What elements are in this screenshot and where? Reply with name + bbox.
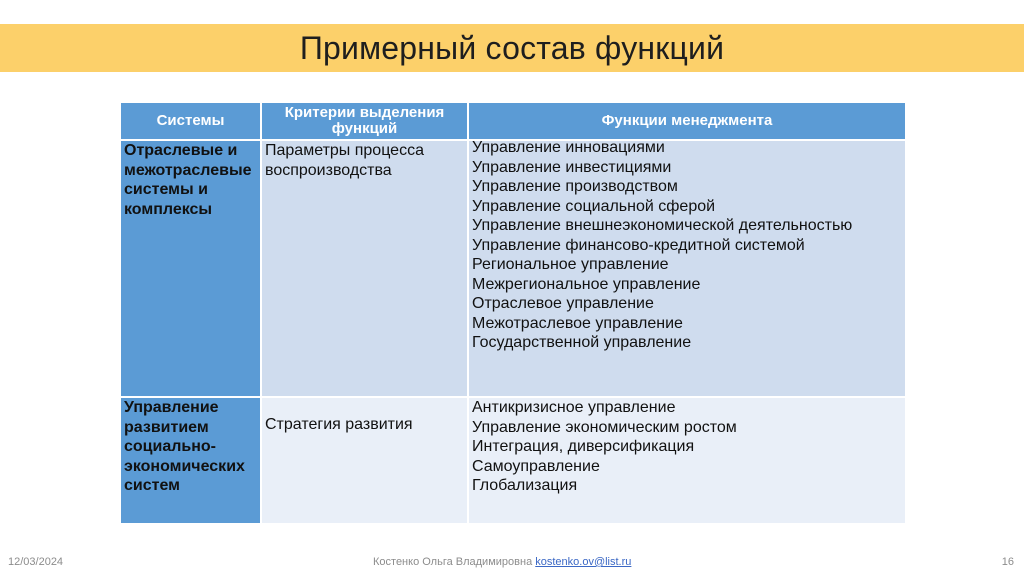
list-item: Отраслевое управление — [472, 295, 654, 312]
table-row — [121, 141, 905, 396]
system-cell: Отраслевые и межотраслевые системы и комплексы — [121, 141, 260, 396]
footer-author — [373, 556, 631, 568]
list-item: Управление инвестициями — [472, 158, 672, 176]
list-item: Управление инновациями — [472, 139, 665, 156]
functions-table — [119, 101, 907, 525]
list-item: Управление производством — [472, 178, 678, 195]
author-name: Костенко Ольга Владимировна — [373, 556, 533, 568]
author-email-link[interactable]: kostenko.ov@list.ru — [535, 556, 632, 568]
title-band — [0, 24, 1024, 72]
list-item: Глобализация — [472, 477, 578, 494]
footer-date: 12/03/2024 — [8, 556, 64, 568]
list-item: Региональное управление — [472, 256, 669, 273]
criterion-cell: Стратегия развития — [262, 398, 467, 523]
list-item: Антикризисное управление — [472, 399, 676, 416]
functions-list — [472, 398, 902, 496]
functions-cell — [469, 141, 905, 396]
list-item: Государственной управление — [472, 334, 692, 351]
list-item: Межрегиональное управление — [472, 275, 701, 293]
list-item: Управление внешнеэкономической деятельностью — [472, 217, 853, 234]
header-criteria: Критерии выделения функций — [262, 103, 467, 139]
header-functions: Функции менеджмента — [469, 103, 905, 139]
system-cell: Управление развитием социально-экономических систем — [121, 398, 260, 523]
list-item: Самоуправление — [472, 457, 600, 475]
functions-cell — [469, 398, 905, 523]
criterion-cell: Параметры процесса воспроизводства — [262, 141, 467, 396]
list-item: Управление финансово-кредитной системой — [472, 236, 805, 254]
list-item: Интеграция, диверсификация — [472, 438, 695, 455]
functions-list — [472, 138, 902, 353]
header-systems: Системы — [121, 103, 260, 139]
table-row — [121, 398, 905, 523]
list-item: Межотраслевое управление — [472, 314, 683, 332]
list-item: Управление экономическим ростом — [472, 418, 737, 436]
slide-title: Примерный состав функций — [299, 29, 725, 66]
list-item: Управление социальной сферой — [472, 197, 716, 215]
table-header-row — [121, 103, 905, 139]
page-number: 16 — [1001, 556, 1014, 568]
